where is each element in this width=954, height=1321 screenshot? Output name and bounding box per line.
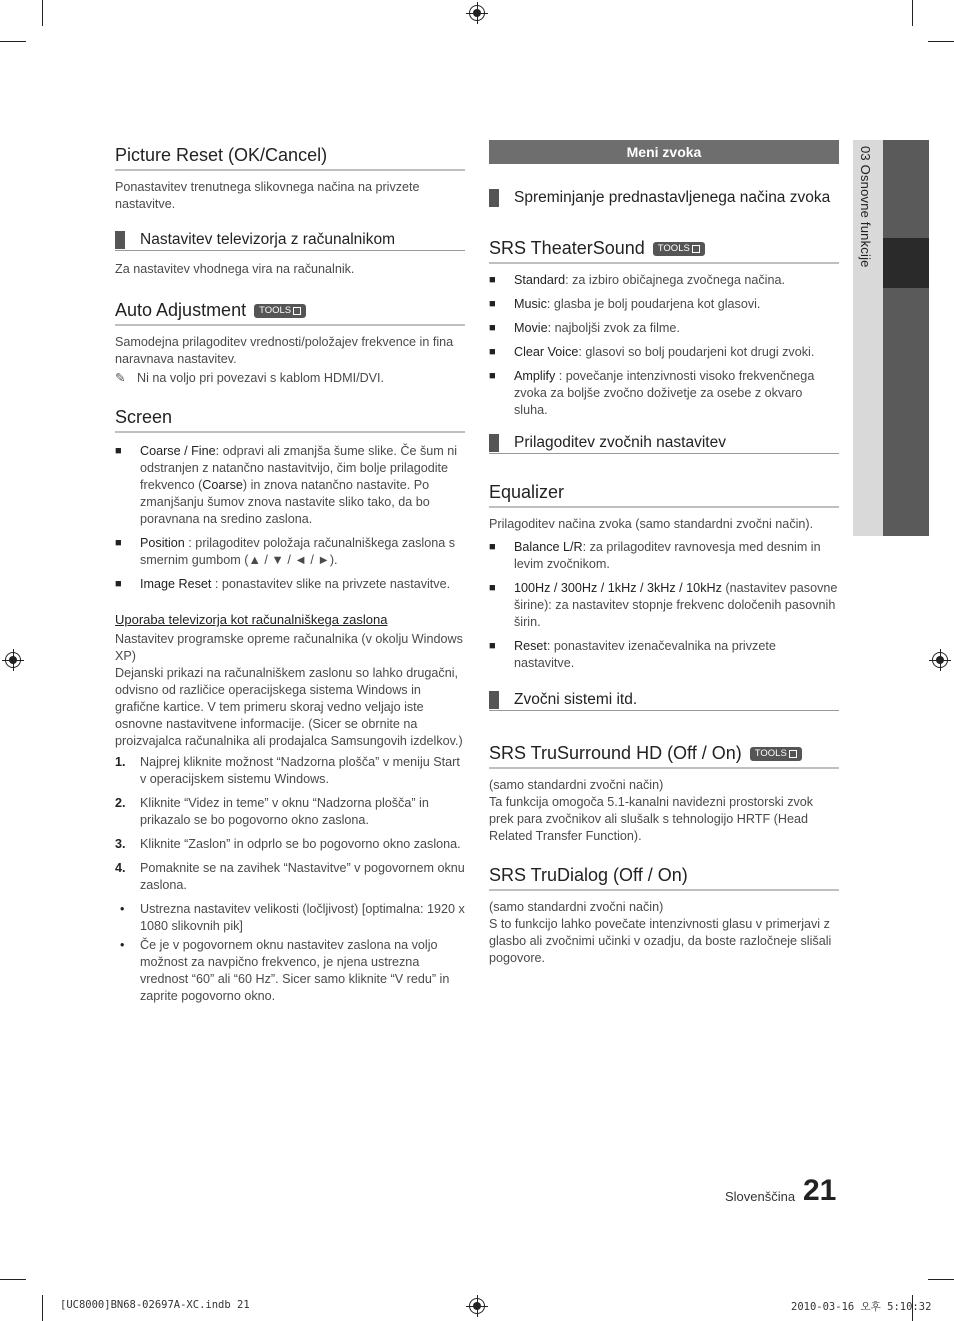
bullet-dot-icon: • <box>120 902 125 916</box>
crop-mark <box>42 0 43 26</box>
tools-icon <box>789 750 797 758</box>
crop-mark <box>42 1295 43 1321</box>
bullet-square-icon: ■ <box>489 274 496 286</box>
auto-adjustment-text: Samodejna prilagoditev vrednosti/položajev frekvence in fina naravnava nastavitev. <box>115 335 454 366</box>
screen-list <box>115 443 465 593</box>
side-tab-marker <box>883 238 929 288</box>
subsection-title-pc-setup: Nastavitev televizorja z računalnikom <box>115 231 465 251</box>
section-title-srs-trudialog: SRS TruDialog (Off / On) <box>489 865 839 891</box>
list-item: • Ustrezna nastavitev velikosti (ločljivost) [optimalna: 1920 x 1080 slikovnih pik] <box>115 901 465 935</box>
list-item: 3. Kliknite “Zaslon” in odprlo se bo pogovorno okno zaslona. <box>115 837 461 851</box>
bullet-dot-icon: • <box>120 938 125 952</box>
list-item: 2. Kliknite “Videz in teme” v oknu “Nadzorna plošča” in prikazalo se bo pogovorno okno zaslona. <box>115 796 429 827</box>
list-item: ■ Position : prilagoditev položaja računalniškega zaslona s smernim gumbom (▲ / ▼ / ◄ / ►). <box>115 536 456 567</box>
list-item: ■ 100Hz / 300Hz / 1kHz / 3kHz / 10kHz (nastavitev pasovne širine): za nastavitev stopnje frekvenc določenih pasovnih širin. <box>489 581 838 629</box>
tools-badge: TOOLS <box>653 242 705 256</box>
list-item: ■ Standard: za izbiro običajnega zvočnega načina. <box>489 273 785 287</box>
bullet-square-icon: ■ <box>489 370 496 382</box>
bullet-square-icon: ■ <box>115 537 122 549</box>
bullet-square-icon: ■ <box>489 346 496 358</box>
list-item: ■ Image Reset : ponastavitev slike na privzete nastavitve. <box>115 577 451 591</box>
list-item: ■ Coarse / Fine: odpravi ali zmanjša šume slike. Če šum ni odstranjen z natančno nastavitvijo, čim bolje prilagodite frekvenco (Coarse) in znova natančno nastavite. Po zmanjšanju šumov znova nastavite sliko tako, da bo poravnana na sredino zaslona. <box>115 444 458 526</box>
equalizer-text: Prilagoditev načina zvoka (samo standardni zvočni način). <box>489 517 814 531</box>
equalizer-list <box>489 539 839 672</box>
tools-icon <box>692 245 700 253</box>
side-tab-label: 03 Osnovne funkcije <box>858 146 873 268</box>
side-tab-dark <box>883 140 929 536</box>
list-item: • Če je v pogovornem oknu nastavitev zaslona na voljo možnost za navpično frekvenco, je njena ustrezna vrednost “60” ali “60 Hz”. Sicer samo kliknite “V redu” in zaprite pogovorno okno. <box>115 937 465 1005</box>
registration-mark-icon <box>469 5 485 21</box>
list-item: ■ Clear Voice: glasovi so bolj poudarjeni kot drugi zvoki. <box>489 345 815 359</box>
pc-setup-text: Za nastavitev vhodnega vira na računalnik. <box>115 262 355 276</box>
list-item: ■ Music: glasba je bolj poudarjena kot glasovi. <box>489 297 761 311</box>
list-item: ■ Amplify : povečanje intenzivnosti visoko frekvenčnega zvoka za boljše zvočno doživetje za osebe z okvaro sluha. <box>489 369 815 417</box>
left-column <box>115 140 465 1012</box>
bullet-square-icon: ■ <box>115 578 122 590</box>
auto-adjustment-note: ✎ Ni na voljo pri povezavi s kablom HDMI/DVI. <box>115 371 385 385</box>
srs-trudialog-sub: (samo standardni zvočni način) <box>489 900 664 914</box>
picture-reset-text: Ponastavitev trenutnega slikovnega načina na privzete nastavitve. <box>115 180 420 211</box>
section-title-screen: Screen <box>115 407 465 433</box>
section-title-srs-trusurround: SRS TruSurround HD (Off / On) TOOLS <box>489 743 839 769</box>
page-number: 21 <box>803 1174 837 1207</box>
bullet-square-icon: ■ <box>489 322 496 334</box>
print-info-left: [UC8000]BN68-02697A-XC.indb 21 <box>60 1299 250 1311</box>
list-item: 1. Najprej kliknite možnost “Nadzorna plošča” v meniju Start v operacijskem sistemu Windows. <box>115 755 460 786</box>
crop-mark <box>0 1279 26 1280</box>
section-title-picture-reset: Picture Reset (OK/Cancel) <box>115 145 465 171</box>
pc-usage-title: Uporaba televizorja kot računalniškega zaslona <box>115 612 388 627</box>
tools-icon <box>293 307 301 315</box>
srs-theatersound-list <box>489 272 839 419</box>
list-item: ■ Reset: ponastavitev izenačevalnika na privzete nastavitve. <box>489 639 776 670</box>
srs-trudialog-text: S to funkcijo lahko povečate intenzivnosti glasu v primerjavi z glasbo ali zvočnimi učinki v ozadju, da boste razločneje slišali pogovore. <box>489 917 832 965</box>
menu-bar-sound: Meni zvoka <box>489 140 839 164</box>
pc-usage-intro-2: Dejanski prikazi na računalniškem zaslonu so lahko drugačni, odvisno od različice operacijskega sistema Windows in grafične kartice. V tem primeru skoraj vedno veljajo iste osnovne nastavitvene informacije. (Sicer se obrnite na proizvajalca računalnika ali prodajalca Samsungovih izdelkov.) <box>115 666 463 748</box>
list-item: ■ Movie: najboljši zvok za filme. <box>489 321 680 335</box>
section-title-srs-theatersound: SRS TheaterSound TOOLS <box>489 238 839 264</box>
footer-language: Slovenščina <box>725 1189 796 1204</box>
list-item: 4. Pomaknite se na zavihek “Nastavitve” v pogovornem oknu zaslona. <box>115 861 465 892</box>
print-info-right: 2010-03-16 오후 5:10:32 <box>791 1301 932 1313</box>
registration-mark-icon <box>932 652 948 668</box>
registration-mark-icon <box>5 652 21 668</box>
bullet-square-icon: ■ <box>489 298 496 310</box>
subsection-title-sound-systems: Zvočni sistemi itd. <box>489 691 839 711</box>
note-pencil-icon: ✎ <box>115 371 126 385</box>
bullet-square-icon: ■ <box>489 582 496 594</box>
tools-badge: TOOLS <box>254 304 306 318</box>
subsection-title-preset: Spreminjanje prednastavljenega načina zvoka <box>489 189 839 208</box>
list-item: ■ Balance L/R: za prilagoditev ravnovesja med desnim in levim zvočnikom. <box>489 540 821 571</box>
pc-usage-intro-1: Nastavitev programske opreme računalnika (v okolju Windows XP) <box>115 632 463 663</box>
srs-trusurround-text: Ta funkcija omogoča 5.1-kanalni navidezni prostorski zvok prek para zvočnikov ali slušalk s tehnologijo HRTF (Head Related Transfer Function). <box>489 795 814 843</box>
srs-trusurround-sub: (samo standardni zvočni način) <box>489 778 664 792</box>
crop-mark <box>0 41 26 42</box>
registration-mark-icon <box>469 1298 485 1314</box>
right-column <box>489 140 839 967</box>
bullet-square-icon: ■ <box>115 445 122 457</box>
subsection-title-sound-adjust: Prilagoditev zvočnih nastavitev <box>489 434 839 454</box>
bullet-square-icon: ■ <box>489 541 496 553</box>
crop-mark <box>928 41 954 42</box>
pc-usage-steps <box>115 754 465 1005</box>
tools-badge: TOOLS <box>750 747 802 761</box>
crop-mark <box>928 1279 954 1280</box>
crop-mark <box>912 0 913 26</box>
bullet-square-icon: ■ <box>489 640 496 652</box>
section-title-auto-adjustment: Auto Adjustment TOOLS <box>115 300 465 326</box>
section-title-equalizer: Equalizer <box>489 482 839 508</box>
